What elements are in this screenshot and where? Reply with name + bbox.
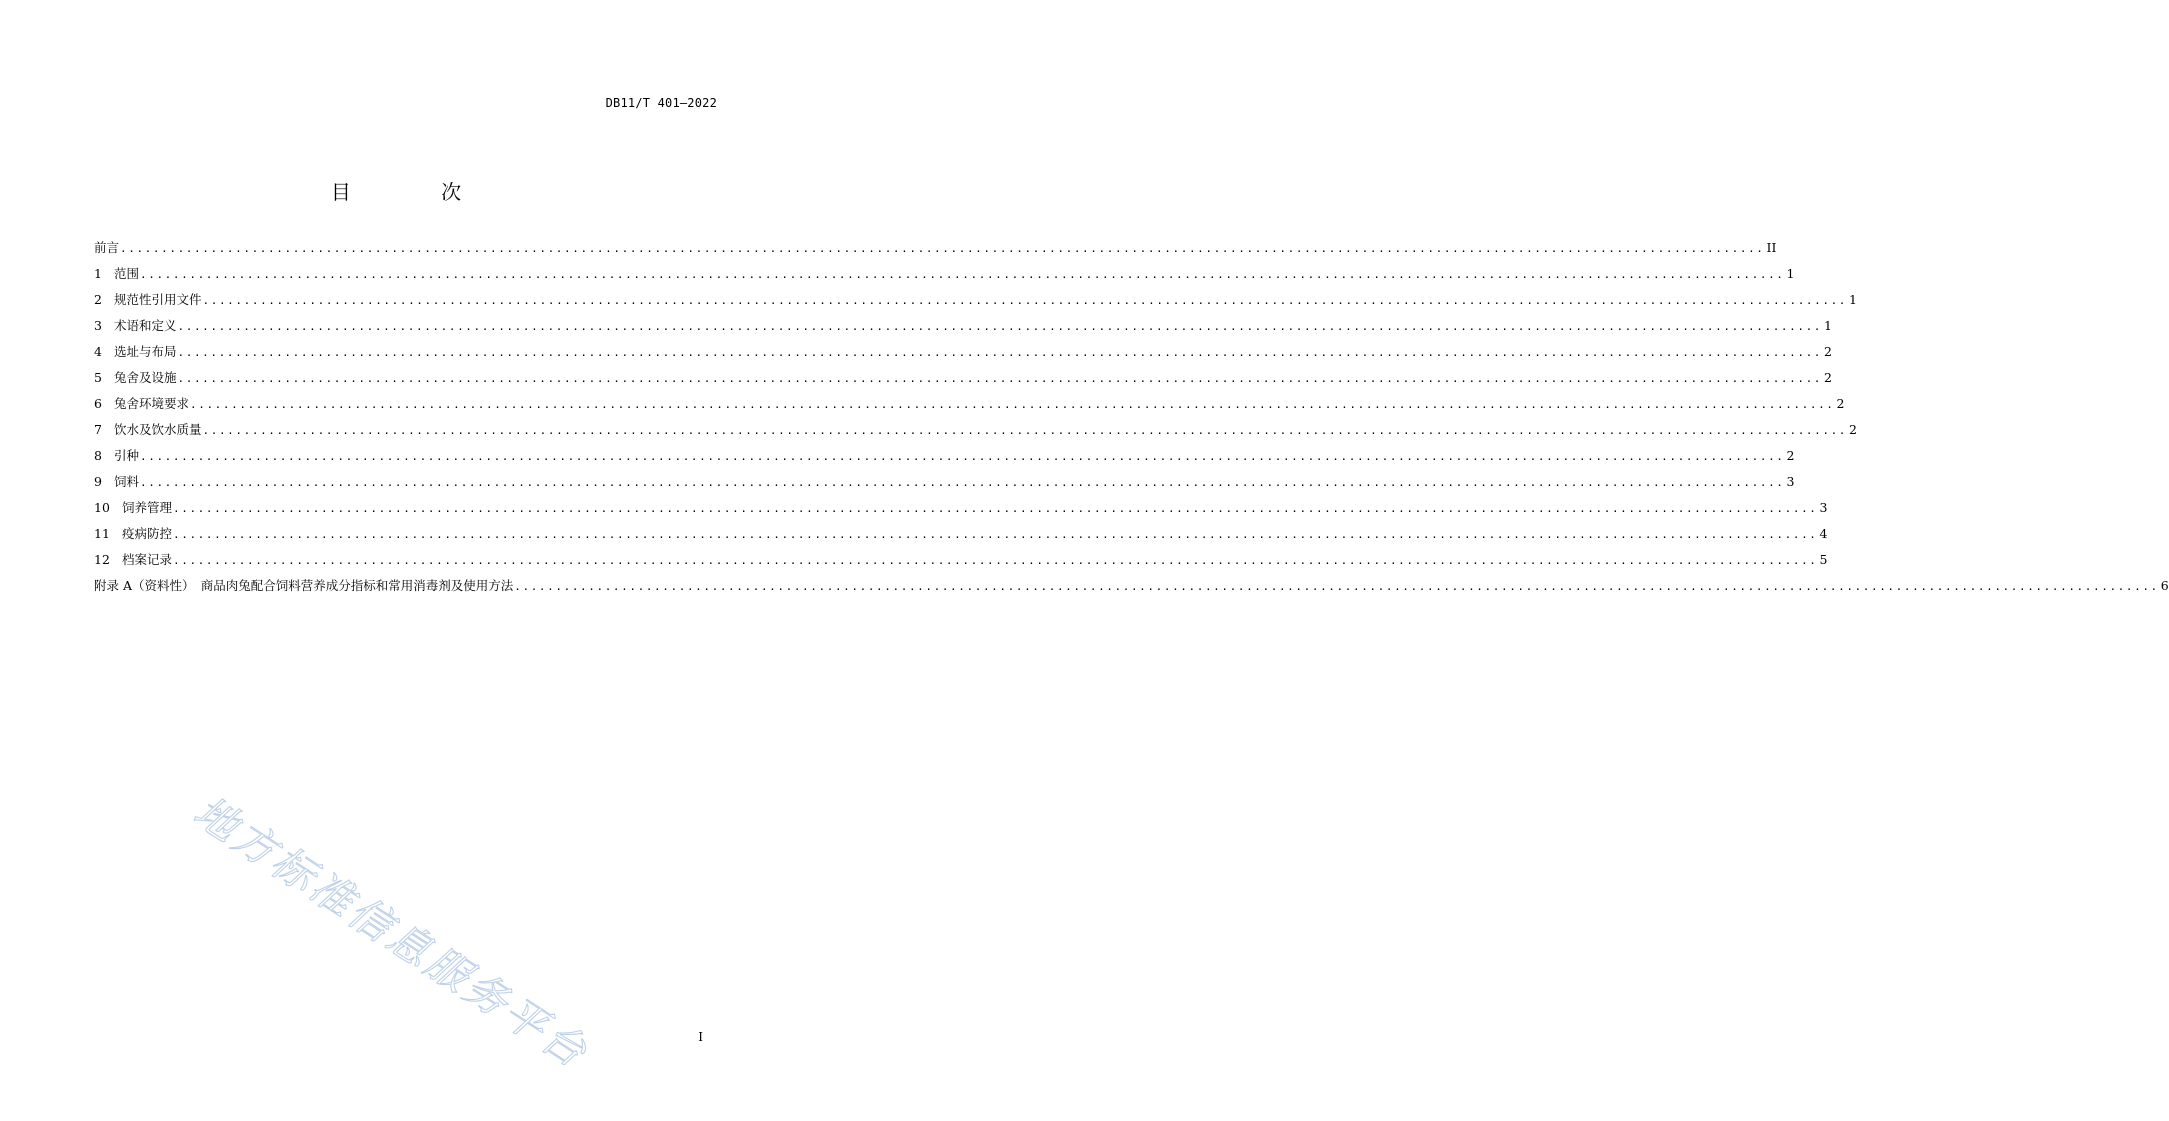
toc-entry-label: 规范性引用文件 bbox=[114, 292, 202, 307]
toc-entry[interactable] bbox=[94, 420, 1857, 446]
toc-entry-page: 5 bbox=[1819, 552, 1828, 567]
toc-entry-number: 7 bbox=[94, 422, 102, 437]
toc-leader-dots: ........................................................................................................................................................................................................ bbox=[202, 294, 1848, 307]
toc-leader-dots: ........................................................................................................................................................................................................ bbox=[190, 398, 1835, 411]
toc-entry[interactable] bbox=[94, 290, 1857, 316]
toc-leader-dots: ........................................................................................................................................................................................................ bbox=[173, 528, 1818, 541]
toc-entry-page: 2 bbox=[1786, 448, 1795, 463]
toc-leader-dots: ........................................................................................................................................................................................................ bbox=[173, 502, 1818, 515]
toc-entry-label: 前言 bbox=[94, 240, 120, 255]
toc-entry-page: 2 bbox=[1836, 396, 1845, 411]
toc-entry-label: 档案记录 bbox=[122, 552, 173, 567]
toc-entry-number: 10 bbox=[94, 500, 110, 515]
toc-entry[interactable] bbox=[94, 550, 1828, 576]
toc-entry[interactable] bbox=[94, 498, 1828, 524]
toc-entry[interactable] bbox=[94, 394, 1845, 420]
toc-entry-page: 2 bbox=[1824, 370, 1832, 385]
toc-leader-dots: ........................................................................................................................................................................................................ bbox=[173, 554, 1818, 567]
toc-entry[interactable] bbox=[94, 342, 1832, 368]
toc-entry-number: 12 bbox=[94, 552, 110, 567]
toc-leader-dots: ........................................................................................................................................................................................................ bbox=[140, 268, 1785, 281]
toc-entry-label: 兔舍环境要求 bbox=[114, 396, 190, 411]
toc-entry[interactable] bbox=[94, 368, 1832, 394]
toc-entry-label: 引种 bbox=[114, 448, 140, 463]
toc-entry-number: 11 bbox=[94, 526, 110, 541]
toc-leader-dots: ........................................................................................................................................................................................................ bbox=[202, 424, 1848, 437]
page-number: I bbox=[698, 1030, 703, 1044]
toc-entry-page: 6 bbox=[2160, 578, 2169, 593]
toc-entry-page: 3 bbox=[1819, 500, 1828, 515]
toc-leader-dots: ........................................................................................................................................................................................................ bbox=[177, 372, 1823, 385]
toc-entry[interactable] bbox=[94, 524, 1828, 550]
toc-leader-dots: ........................................................................................................................................................................................................ bbox=[177, 346, 1823, 359]
toc-entry-number: 3 bbox=[94, 318, 102, 333]
toc-entry[interactable] bbox=[94, 316, 1832, 342]
toc-leader-dots: ........................................................................................................................................................................................................ bbox=[177, 320, 1823, 333]
toc-entry-appendix[interactable] bbox=[94, 576, 2169, 602]
toc-entry-label: 附录 A（资料性） 商品肉兔配合饲料营养成分指标和常用消毒剂及使用方法 bbox=[94, 578, 514, 593]
toc-leader-dots: ........................................................................................................................................................................................................ bbox=[120, 242, 1765, 255]
toc-entry-number: 5 bbox=[94, 370, 102, 385]
toc-entry-number: 9 bbox=[94, 474, 102, 489]
toc-entry-label: 术语和定义 bbox=[114, 318, 177, 333]
toc-entry-label: 饲料 bbox=[114, 474, 140, 489]
toc-entry-label: 选址与布局 bbox=[114, 344, 177, 359]
toc-leader-dots: ........................................................................................................................................................................................................ bbox=[514, 580, 2159, 593]
toc-leader-dots: ........................................................................................................................................................................................................ bbox=[140, 476, 1785, 489]
toc-entry-label: 兔舍及设施 bbox=[114, 370, 177, 385]
toc-entry-page: 1 bbox=[1786, 266, 1795, 281]
page-title: 目 次 bbox=[330, 180, 504, 204]
toc-entry-label: 疫病防控 bbox=[122, 526, 173, 541]
document-code: DB11/T 401—2022 bbox=[605, 96, 717, 110]
watermark: 地方标准信息服务平台 bbox=[185, 786, 598, 1079]
toc-entry-label: 范围 bbox=[114, 266, 140, 281]
toc-entry-number: 6 bbox=[94, 396, 102, 411]
toc-entry-number: 8 bbox=[94, 448, 102, 463]
toc-entry-page: 2 bbox=[1849, 422, 1857, 437]
toc-entry-label: 饲养管理 bbox=[122, 500, 173, 515]
toc-entry-page: 1 bbox=[1849, 292, 1857, 307]
toc-entry-number: 2 bbox=[94, 292, 102, 307]
toc-entry-page: II bbox=[1766, 240, 1777, 255]
toc-entry-page: 2 bbox=[1824, 344, 1832, 359]
toc-entry-page: 3 bbox=[1786, 474, 1795, 489]
toc-entry[interactable] bbox=[94, 238, 1777, 264]
toc-leader-dots: ........................................................................................................................................................................................................ bbox=[140, 450, 1785, 463]
toc-entry-number: 4 bbox=[94, 344, 102, 359]
table-of-contents bbox=[94, 238, 2169, 602]
toc-entry-page: 4 bbox=[1819, 526, 1828, 541]
toc-entry-page: 1 bbox=[1824, 318, 1832, 333]
toc-entry[interactable] bbox=[94, 264, 1795, 290]
toc-entry[interactable] bbox=[94, 472, 1795, 498]
toc-entry-number: 1 bbox=[94, 266, 102, 281]
toc-entry[interactable] bbox=[94, 446, 1795, 472]
toc-entry-label: 饮水及饮水质量 bbox=[114, 422, 202, 437]
